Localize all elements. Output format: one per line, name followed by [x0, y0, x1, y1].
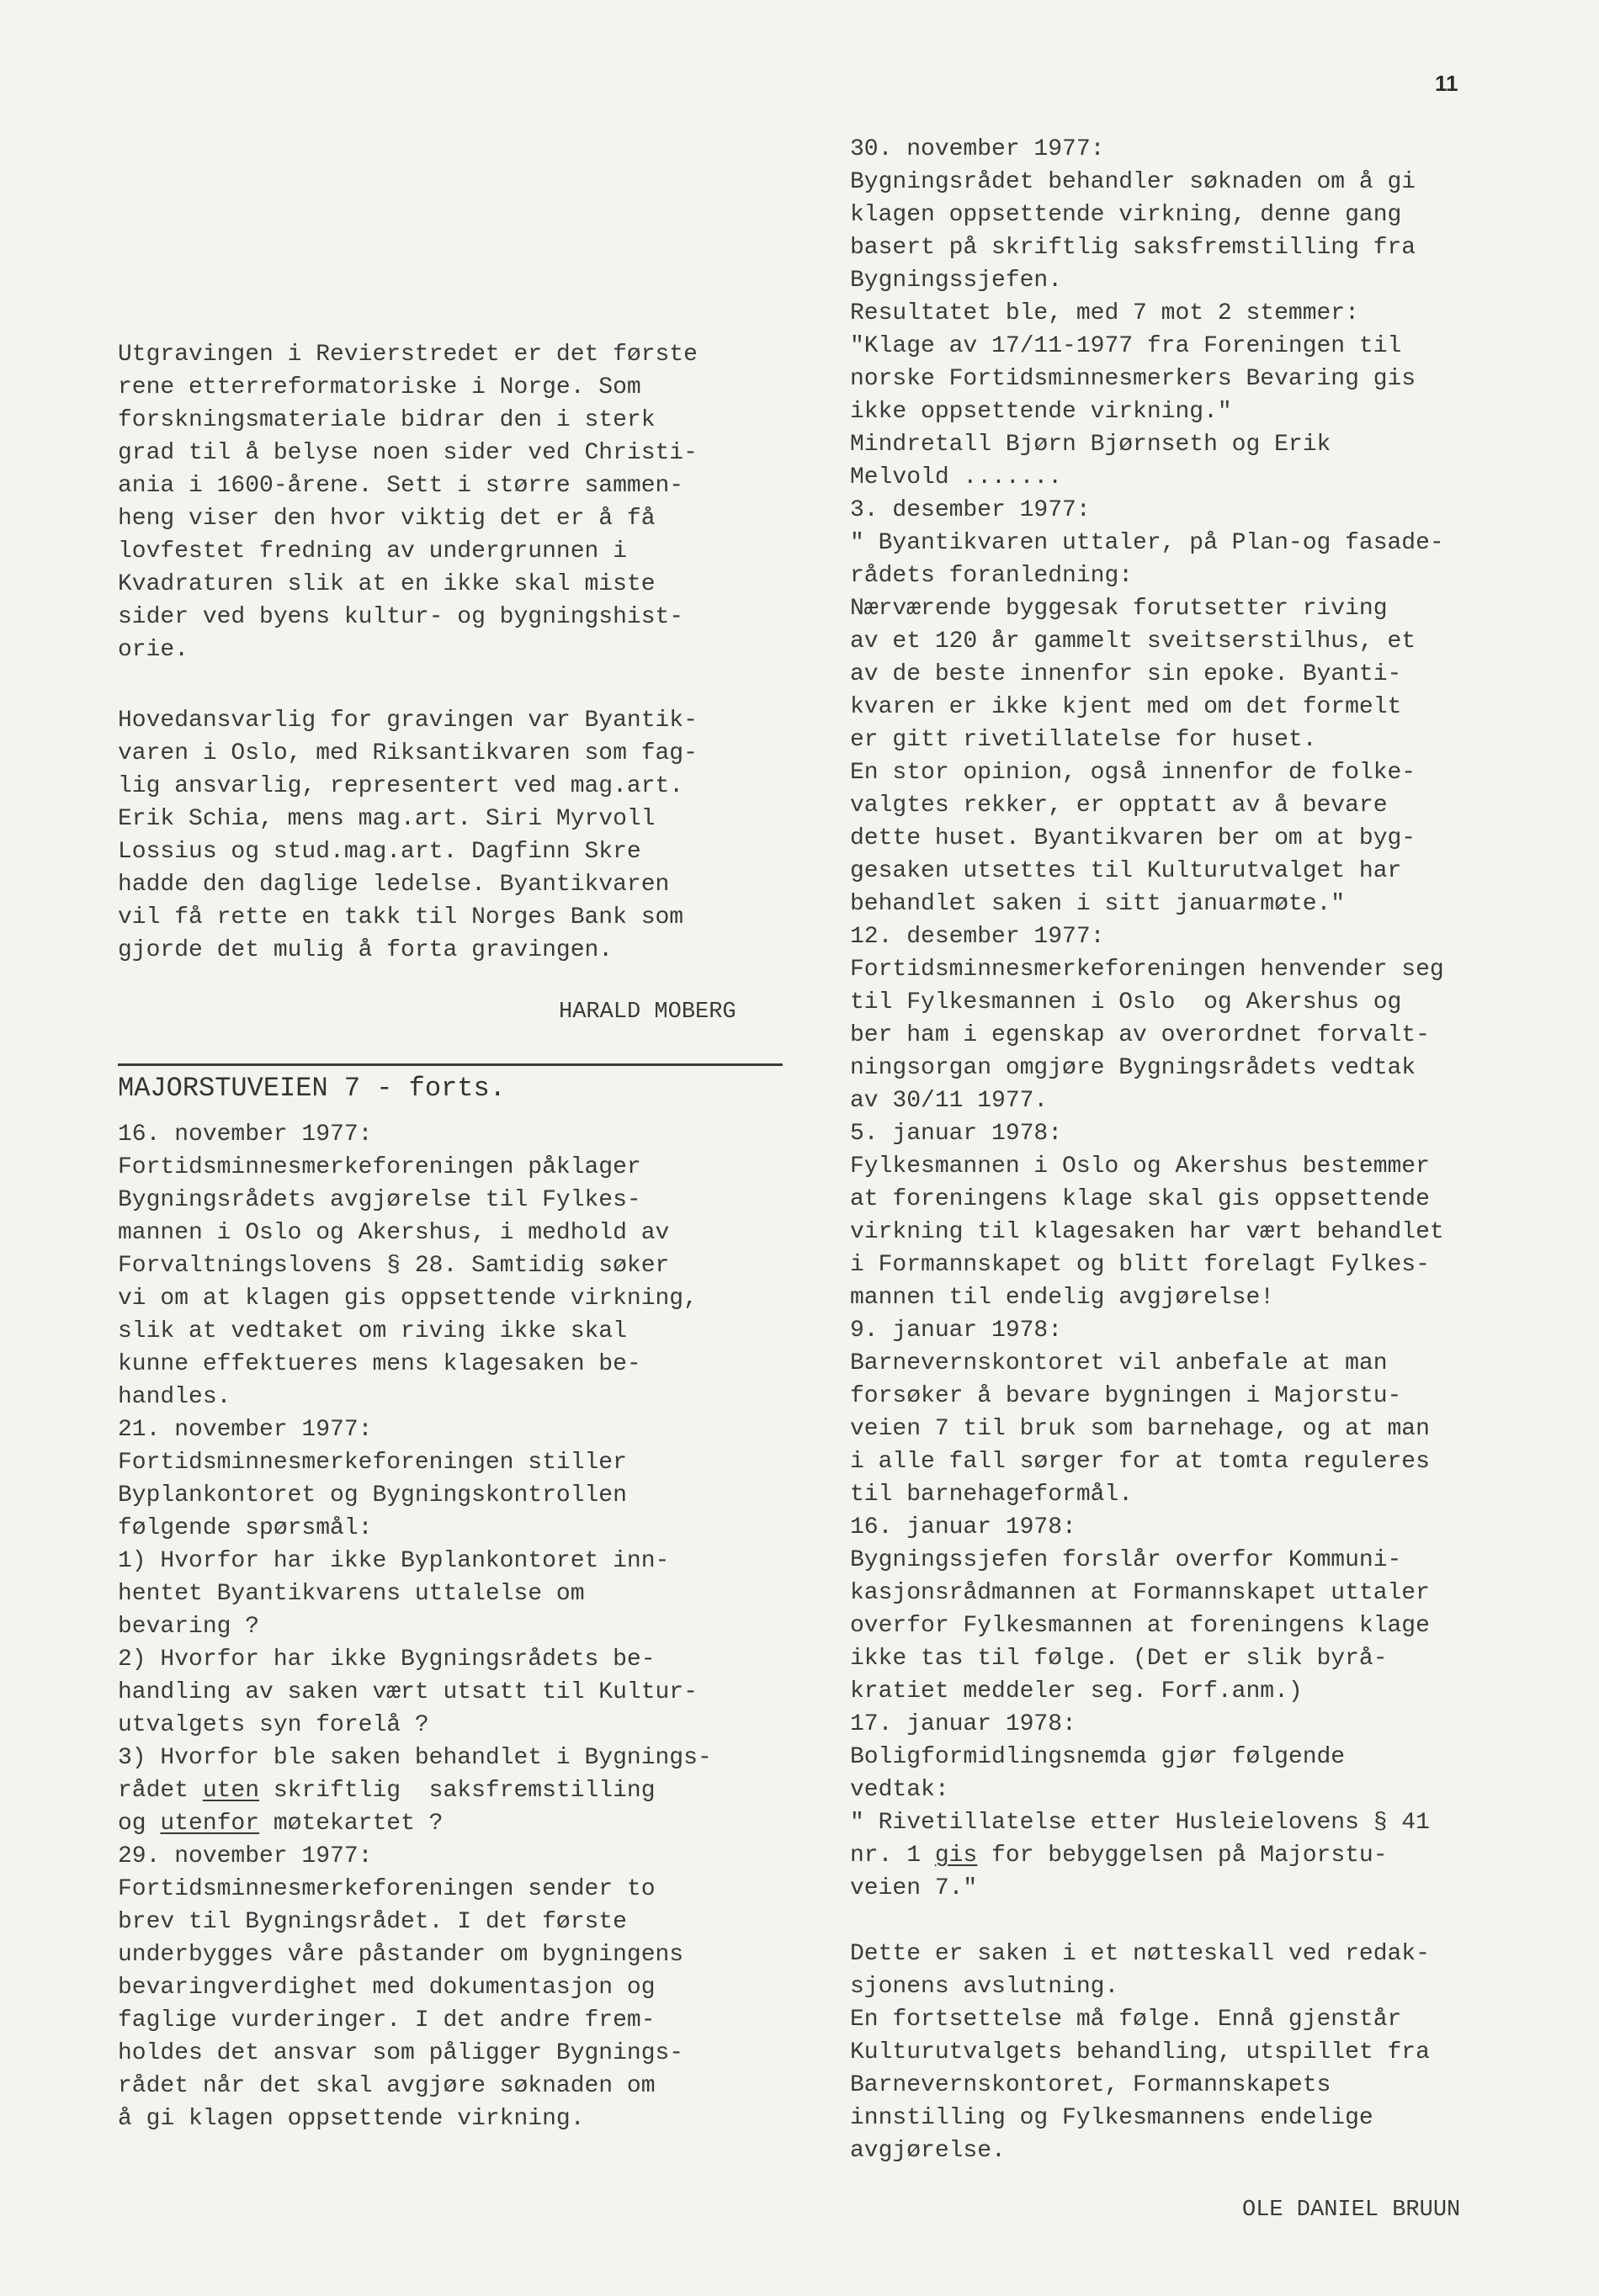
text-line: gjorde det mulig å forta gravingen. — [118, 937, 614, 963]
chronology-right-column — [850, 133, 1574, 2167]
text-line: Resultatet ble, med 7 mot 2 stemmer: — [850, 300, 1359, 326]
text-line: rådet når det skal avgjøre søknaden om — [118, 2073, 656, 2099]
text-line: faglige vurderinger. I det andre frem- — [118, 2007, 656, 2034]
text-line: En fortsettelse må følge. Ennå gjenstår — [850, 2007, 1402, 2033]
text-line: av et 120 år gammelt sveitserstilhus, et — [850, 628, 1416, 655]
text-line: Utgravingen i Revierstredet er det første — [118, 342, 698, 368]
text-line: sjonens avslutning. — [850, 1974, 1119, 2000]
closing-paragraph — [850, 1938, 1574, 2167]
text-line: Nærværende byggesak forutsetter riving — [850, 596, 1388, 622]
text-line: av 30/11 1977. — [850, 1088, 1049, 1114]
text-line: Lossius og stud.mag.art. Dagfinn Skre — [118, 839, 641, 865]
text-line: 3. desember 1977: — [850, 497, 1091, 523]
text-line: handles. — [118, 1384, 231, 1410]
text-line: sider ved byens kultur- og bygningshist- — [118, 604, 684, 630]
text-line: lovfestet fredning av undergrunnen i — [118, 538, 627, 565]
text-line: overfor Fylkesmannen at foreningens klage — [850, 1613, 1430, 1639]
text-line: at foreningens klage skal gis oppsettende — [850, 1186, 1430, 1212]
text-line: til barnehageformål. — [850, 1482, 1134, 1508]
paragraph-gap — [850, 1905, 1574, 1938]
text-line: En stor opinion, også innenfor de folke- — [850, 760, 1416, 786]
credits-paragraph — [118, 704, 808, 967]
text-line: 30. november 1977: — [850, 136, 1105, 162]
text-line: følgende spørsmål: — [118, 1515, 373, 1541]
text-line: Fortidsminnesmerkeforeningen henvender seg — [850, 957, 1444, 983]
text-line: Bygningssjefen. — [850, 268, 1063, 294]
text-line: kratiet meddeler seg. Forf.anm.) — [850, 1678, 1303, 1705]
text-line: ikke tas til følge. (Det er slik byrå- — [850, 1646, 1388, 1672]
text-line: gesaken utsettes til Kulturutvalget har — [850, 858, 1402, 884]
text-line: 2) Hvorfor har ikke Bygningsrådets be- — [118, 1646, 656, 1673]
text-line: Fortidsminnesmerkeforeningen sender to — [118, 1876, 656, 1902]
text-line: "Klage av 17/11-1977 fra Foreningen til — [850, 333, 1402, 359]
text-line: underbygges våre påstander om bygningens — [118, 1942, 684, 1968]
text-line: klagen oppsettende virkning, denne gang — [850, 202, 1402, 228]
underlined-word: utenfor — [160, 1811, 260, 1837]
text-line: forsøker å bevare bygningen i Majorstu- — [850, 1383, 1402, 1409]
text-line: brev til Bygningsrådet. I det første — [118, 1909, 627, 1935]
underlined-word: gis — [934, 1843, 978, 1869]
text-line: virkning til klagesaken har vært behandlet — [850, 1219, 1444, 1245]
text-line: veien 7." — [850, 1875, 978, 1901]
text-line: grad til å belyse noen sider ved Christi- — [118, 440, 698, 466]
text-line: heng viser den hvor viktig det er å få — [118, 506, 656, 532]
text-line: Bygningsrådet behandler søknaden om å gi — [850, 169, 1416, 195]
intro-paragraph — [118, 338, 808, 666]
underlined-line-utenfor: og utenfor møtekartet ? — [118, 1811, 444, 1837]
text-line: Bygningssjefen forslår overfor Kommuni- — [850, 1547, 1402, 1573]
text-line: mannen i Oslo og Akershus, i medhold av — [118, 1220, 670, 1246]
text-line: forskningsmateriale bidrar den i sterk — [118, 407, 656, 433]
text-line: 5. januar 1978: — [850, 1121, 1063, 1147]
text-line: Boligformidlingsnemda gjør følgende — [850, 1744, 1346, 1770]
text-line: Mindretall Bjørn Bjørnseth og Erik — [850, 432, 1331, 458]
text-line: varen i Oslo, med Riksantikvaren som fag- — [118, 740, 698, 766]
text-line: i Formannskapet og blitt forelagt Fylkes- — [850, 1252, 1430, 1278]
text-line: vil få rette en takk til Norges Bank som — [118, 904, 684, 931]
chronology-left-entries — [118, 1118, 808, 1774]
text-line: norske Fortidsminnesmerkers Bevaring gis — [850, 366, 1416, 392]
text-line: innstilling og Fylkesmannens endelige — [850, 2105, 1373, 2131]
text-line: avgjørelse. — [850, 2138, 1006, 2164]
text-line: Dette er saken i et nøtteskall ved redak- — [850, 1941, 1430, 1967]
text-line: valgtes rekker, er opptatt av å bevare — [850, 793, 1388, 819]
text-line: Melvold ....... — [850, 464, 1063, 490]
text-line: dette huset. Byantikvaren ber om at byg- — [850, 825, 1416, 851]
text-line: av de beste innenfor sin epoke. Byanti- — [850, 661, 1402, 687]
text-line: bevaringverdighet med dokumentasjon og — [118, 1975, 656, 2001]
text-line: Erik Schia, mens mag.art. Siri Myrvoll — [118, 806, 656, 832]
section-divider — [118, 1063, 783, 1066]
chronology-left-column — [118, 1118, 808, 2135]
text-line: Barnevernskontoret, Formannskapets — [850, 2072, 1331, 2098]
author-signature-bruun: OLE DANIEL BRUUN — [1242, 2198, 1461, 2223]
text-line: i alle fall sørger for at tomta reguleres — [850, 1449, 1430, 1475]
text-line: vedtak: — [850, 1777, 949, 1803]
text-line: 9. januar 1978: — [850, 1318, 1063, 1344]
text-line: er gitt rivetillatelse for huset. — [850, 727, 1317, 753]
text-line: Fortidsminnesmerkeforeningen påklager — [118, 1154, 641, 1180]
text-line: 17. januar 1978: — [850, 1711, 1076, 1737]
underlined-line-gis: nr. 1 gis for bebyggelsen på Majorstu- — [850, 1843, 1388, 1869]
text-line: vi om at klagen gis oppsettende virkning, — [118, 1286, 698, 1312]
text-line: hadde den daglige ledelse. Byantikvaren — [118, 872, 670, 898]
text-line: Kvadraturen slik at en ikke skal miste — [118, 571, 656, 597]
text-line: 16. januar 1978: — [850, 1514, 1076, 1540]
text-line: handling av saken vært utsatt til Kultur- — [118, 1679, 698, 1705]
text-line: 1) Hvorfor har ikke Byplankontoret inn- — [118, 1548, 670, 1574]
text-line: hentet Byantikvarens uttalelse om — [118, 1581, 585, 1607]
text-line: " Byantikvaren uttaler, på Plan-og fasade- — [850, 530, 1444, 556]
text-line: kasjonsrådmannen at Formannskapet uttaler — [850, 1580, 1430, 1606]
text-line: ningsorgan omgjøre Bygningsrådets vedtak — [850, 1055, 1416, 1081]
text-line: 12. desember 1977: — [850, 924, 1105, 950]
text-line: kvaren er ikke kjent med om det formelt — [850, 694, 1402, 720]
underlined-word: uten — [202, 1778, 260, 1804]
text-line: ania i 1600-årene. Sett i større sammen- — [118, 473, 684, 499]
text-line: lig ansvarlig, representert ved mag.art. — [118, 773, 684, 799]
text-line: 3) Hvorfor ble saken behandlet i Bygnings- — [118, 1745, 712, 1771]
text-line: " Rivetillatelse etter Husleielovens § 41 — [850, 1810, 1430, 1836]
text-line: holdes det ansvar som påligger Bygnings- — [118, 2040, 684, 2066]
text-line: Barnevernskontoret vil anbefale at man — [850, 1350, 1388, 1376]
text-line: orie. — [118, 637, 189, 663]
text-line: ikke oppsettende virkning." — [850, 399, 1232, 425]
text-line: Fylkesmannen i Oslo og Akershus bestemmer — [850, 1153, 1430, 1180]
section-heading: MAJORSTUVEIEN 7 - forts. — [118, 1073, 506, 1104]
text-line: kunne effektueres mens klagesaken be- — [118, 1351, 641, 1377]
text-line: Fortidsminnesmerkeforeningen stiller — [118, 1450, 627, 1476]
chronology-right-entries — [850, 133, 1574, 1839]
chronology-left-entries-after — [118, 1840, 808, 2135]
text-line: å gi klagen oppsettende virkning. — [118, 2106, 585, 2132]
text-line: rådets foranledning: — [850, 563, 1134, 589]
text-line: Byplankontoret og Bygningskontrollen — [118, 1482, 627, 1509]
underlined-line-uten: rådet uten skriftlig saksfremstilling — [118, 1778, 656, 1804]
text-line: 16. november 1977: — [118, 1121, 373, 1148]
text-line: utvalgets syn forelå ? — [118, 1712, 429, 1738]
page-number: 11 — [1435, 71, 1458, 96]
text-line: 29. november 1977: — [118, 1843, 373, 1869]
text-line: Kulturutvalgets behandling, utspillet fra — [850, 2039, 1430, 2065]
author-signature-moberg: HARALD MOBERG — [559, 1000, 736, 1025]
text-line: rene etterreformatoriske i Norge. Som — [118, 374, 641, 400]
text-line: Hovedansvarlig for gravingen var Byantik- — [118, 708, 698, 734]
text-line: ber ham i egenskap av overordnet forvalt- — [850, 1022, 1430, 1048]
text-line: 21. november 1977: — [118, 1417, 373, 1443]
text-line: mannen til endelig avgjørelse! — [850, 1285, 1275, 1311]
text-line: Bygningsrådets avgjørelse til Fylkes- — [118, 1187, 641, 1213]
text-line: basert på skriftlig saksfremstilling fra — [850, 235, 1416, 261]
chronology-right-entries-after — [850, 1872, 1574, 1905]
text-line: Forvaltningslovens § 28. Samtidig søker — [118, 1253, 670, 1279]
text-line: behandlet saken i sitt januarmøte." — [850, 891, 1346, 917]
text-line: bevaring ? — [118, 1614, 260, 1640]
text-line: til Fylkesmannen i Oslo og Akershus og — [850, 989, 1402, 1015]
text-line: slik at vedtaket om riving ikke skal — [118, 1318, 627, 1344]
text-line: veien 7 til bruk som barnehage, og at man — [850, 1416, 1430, 1442]
